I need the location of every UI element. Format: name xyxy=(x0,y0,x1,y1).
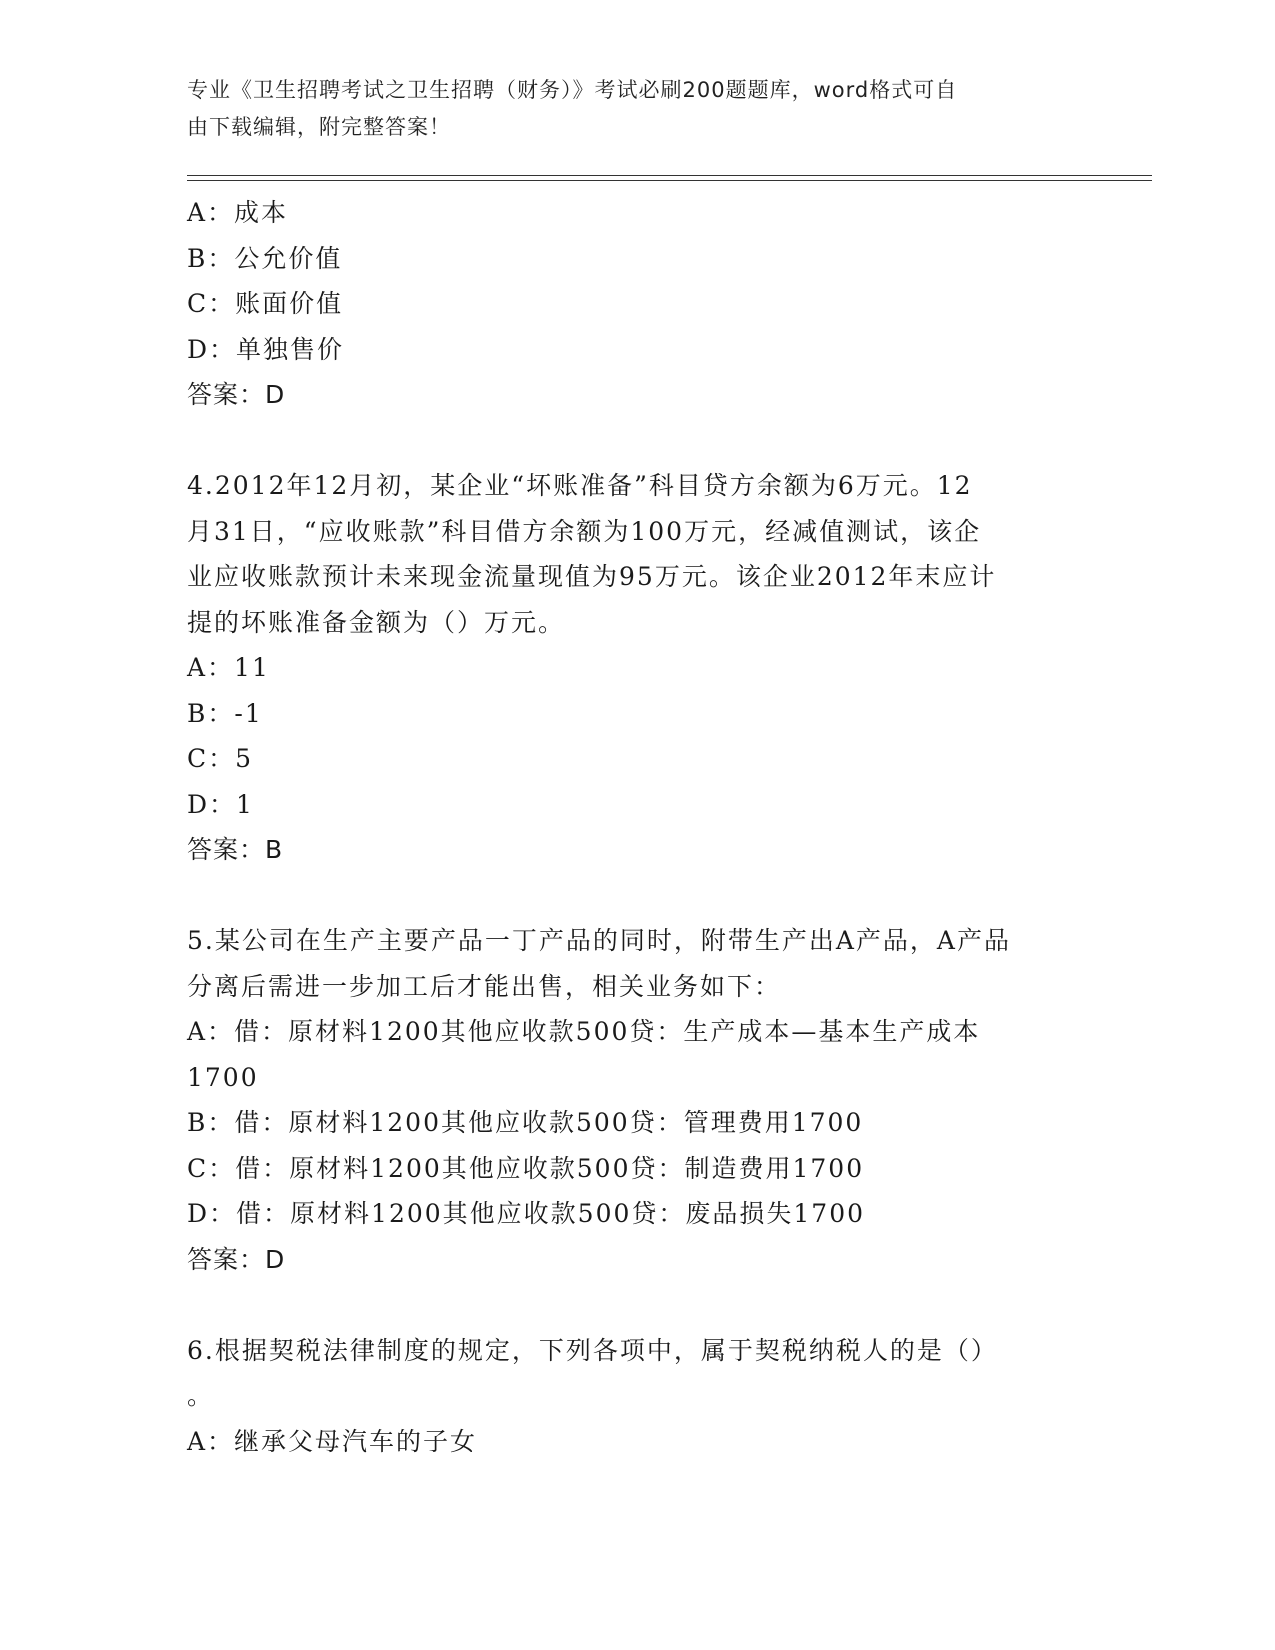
question-4-option-c: C：5 xyxy=(187,744,254,773)
question-5-option-d: D：借：原材料1200其他应收款500贷：废品损失1700 xyxy=(187,1199,866,1228)
question-5-line-2: 分离后需进一步加工后才能出售，相关业务如下： xyxy=(187,971,782,1001)
question-4-line-1: 4.2012年12月初，某企业“坏账准备”科目贷方余额为6万元。12 xyxy=(187,471,973,500)
document-header xyxy=(187,72,1067,146)
question-4-option-d: D：1 xyxy=(187,789,254,819)
question-3-option-c: C：账面价值 xyxy=(187,289,344,318)
question-4-answer: 答案：B xyxy=(187,835,284,864)
question-6-stem xyxy=(187,1328,1087,1419)
header-line-1: 专业《卫生招聘考试之卫生招聘（财务）》考试必刷200题题库，word格式可自 xyxy=(187,78,958,102)
question-5-option-a-cont: 1700 xyxy=(187,1062,259,1092)
question-5-answer: 答案：D xyxy=(187,1244,286,1274)
question-5-stem xyxy=(187,918,1087,1009)
question-5-option-c: C：借：原材料1200其他应收款500贷：制造费用1700 xyxy=(187,1153,865,1183)
question-3-option-b: B：公允价值 xyxy=(187,243,343,273)
question-5-options xyxy=(187,1009,1087,1237)
document-body xyxy=(187,190,1087,1464)
spacer xyxy=(187,1282,1087,1328)
header-line-2: 由下载编辑，附完整答案！ xyxy=(187,115,451,139)
question-4-option-b: B：-1 xyxy=(187,698,263,728)
header-divider-bottom xyxy=(187,180,1152,181)
question-4-line-2: 月31日，“应收账款”科目借方余额为100万元，经减值测试，该企 xyxy=(187,516,982,546)
question-4-option-a: A：11 xyxy=(187,653,270,682)
question-3-option-a: A：成本 xyxy=(187,198,289,227)
question-3-answer: 答案：D xyxy=(187,380,286,409)
question-5-option-b: B：借：原材料1200其他应收款500贷：管理费用1700 xyxy=(187,1108,864,1137)
spacer xyxy=(187,873,1087,919)
question-4-options xyxy=(187,645,1087,827)
question-6-option-a: A：继承父母汽车的子女 xyxy=(187,1426,478,1456)
header-divider-top xyxy=(187,175,1152,176)
question-5-line-1: 5.某公司在生产主要产品一丁产品的同时，附带生产出A产品，A产品 xyxy=(187,926,1011,955)
question-5-option-a: A：借：原材料1200其他应收款500贷：生产成本—基本生产成本 xyxy=(187,1017,981,1046)
spacer xyxy=(187,418,1087,464)
question-4-stem xyxy=(187,463,1087,645)
question-3-options xyxy=(187,190,1087,372)
question-6-line-1: 6.根据契税法律制度的规定，下列各项中，属于契税纳税人的是（） xyxy=(187,1335,998,1365)
question-4-line-4: 提的坏账准备金额为（）万元。 xyxy=(187,607,566,637)
question-4-line-3: 业应收账款预计未来现金流量现值为95万元。该企业2012年末应计 xyxy=(187,562,997,591)
question-6-line-2: 。 xyxy=(187,1381,215,1410)
question-6-options xyxy=(187,1419,1087,1465)
question-3-option-d: D：单独售价 xyxy=(187,334,345,364)
